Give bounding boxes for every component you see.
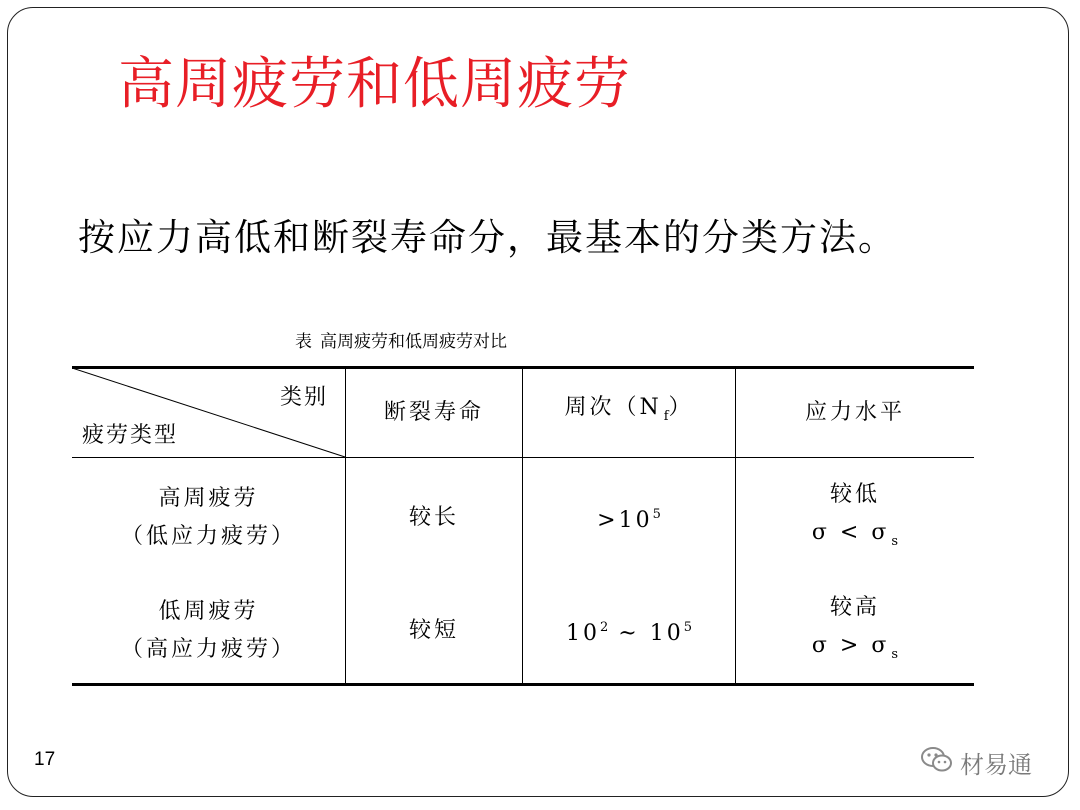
watermark-text: 材易通 bbox=[960, 751, 1032, 779]
table-bottom-rule bbox=[72, 683, 974, 686]
row-low-cycle-cycles: $10^2$ ~ $10^5$ bbox=[566, 620, 692, 646]
row-low-cycle-stress: 较高 σ > σ $_s$ bbox=[811, 594, 899, 662]
header-cycles: 周次（N $_f$） bbox=[564, 395, 694, 424]
slide-title: 高周疲劳和低周疲劳 bbox=[118, 52, 631, 117]
slide-subtitle: 按应力高低和断裂寿命分，最基本的分类方法。 bbox=[78, 216, 897, 259]
row-high-cycle-cycles: $>10^5$ bbox=[597, 507, 661, 533]
comparison-table bbox=[72, 366, 974, 686]
header-category-label: 类别 bbox=[280, 385, 329, 410]
header-fatigue-type-label: 疲劳类型 bbox=[82, 423, 179, 448]
row-high-cycle-life: 较长 bbox=[408, 505, 459, 530]
page-number: 17 bbox=[34, 749, 56, 770]
row-high-cycle-type: 高周疲劳 （低应力疲劳） bbox=[120, 486, 296, 549]
header-fracture-life: 断裂寿命 bbox=[383, 399, 484, 425]
wechat-icon bbox=[920, 746, 954, 780]
table-caption-text: 高周疲劳和低周疲劳对比 bbox=[320, 332, 507, 352]
row-high-cycle-stress: 较低 σ < σ $_s$ bbox=[811, 481, 899, 549]
table-caption bbox=[295, 327, 507, 352]
header-stress-level: 应力水平 bbox=[804, 399, 905, 425]
row-low-cycle-life: 较短 bbox=[408, 618, 459, 643]
row-low-cycle-type: 低周疲劳 （高应力疲劳） bbox=[120, 599, 296, 662]
watermark bbox=[920, 745, 1032, 780]
table-caption-prefix: 表 bbox=[295, 332, 312, 352]
